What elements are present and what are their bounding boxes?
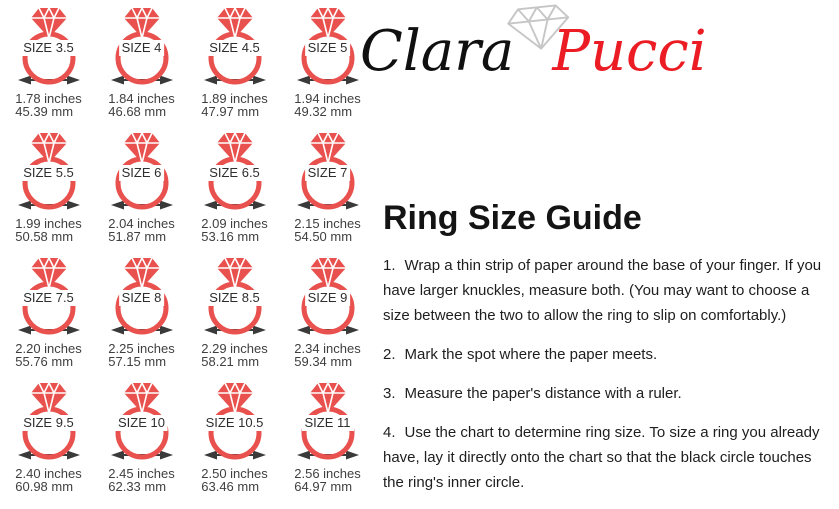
ring-diameter-mm: 54.50 mm [294, 228, 353, 244]
ring-illustration [203, 132, 267, 210]
instruction-text: Measure the paper's distance with a ruler. [404, 385, 682, 402]
ring-illustration [203, 257, 267, 335]
ring-diameter-inches: 2.25 inches [108, 341, 175, 356]
instruction-text: Mark the spot where the paper meets. [404, 346, 658, 363]
ring-size-label: SIZE 10.5 [203, 415, 267, 431]
instruction-number: 1. [383, 257, 396, 274]
ring-illustration [203, 382, 267, 460]
ring-diameter-mm: 49.32 mm [294, 103, 353, 119]
brand-name-pucci: Pucci [552, 19, 707, 84]
ring-diameter-mm: 58.21 mm [201, 353, 260, 369]
ring-measurements [294, 343, 361, 368]
ring-diameter-mm: 57.15 mm [108, 353, 167, 369]
ring-size-label: SIZE 8 [119, 290, 165, 306]
ring-size-label: SIZE 10 [115, 415, 168, 431]
ring-illustration [17, 257, 81, 335]
instruction-item [383, 381, 835, 406]
ring-illustration [296, 382, 360, 460]
ring-diameter-inches: 1.78 inches [15, 91, 82, 106]
ring-size-cell [188, 3, 281, 128]
ring-diameter-mm: 45.39 mm [15, 103, 74, 119]
instruction-number: 3. [383, 385, 396, 402]
ring-size-label: SIZE 9.5 [20, 415, 77, 431]
ring-diameter-inches: 2.20 inches [15, 341, 82, 356]
ring-size-label: SIZE 8.5 [206, 290, 263, 306]
ring-diameter-inches: 2.34 inches [294, 341, 361, 356]
ring-size-label: SIZE 6 [119, 165, 165, 181]
ring-measurements [15, 468, 82, 493]
ring-size-cell [281, 128, 374, 253]
instruction-number: 4. [383, 424, 396, 441]
ring-illustration [17, 7, 81, 85]
ring-size-label: SIZE 6.5 [206, 165, 263, 181]
ring-diameter-inches: 2.29 inches [201, 341, 268, 356]
ring-size-label: SIZE 7.5 [20, 290, 77, 306]
ring-measurements [108, 343, 175, 368]
ring-illustration [296, 7, 360, 85]
ring-diameter-inches: 2.09 inches [201, 216, 268, 231]
ring-size-label: SIZE 5.5 [20, 165, 77, 181]
ring-diameter-inches: 2.40 inches [15, 466, 82, 481]
ring-size-label: SIZE 11 [301, 415, 353, 431]
ring-diameter-mm: 59.34 mm [294, 353, 353, 369]
ring-size-cell [95, 253, 188, 378]
ring-size-cell [2, 3, 95, 128]
ring-measurements [108, 218, 175, 243]
ring-diameter-mm: 63.46 mm [201, 478, 260, 494]
ring-size-cell [95, 128, 188, 253]
instruction-item [383, 253, 835, 328]
ring-diameter-mm: 62.33 mm [108, 478, 167, 494]
ring-size-cell [95, 378, 188, 503]
ring-measurements [294, 468, 361, 493]
ring-illustration [110, 257, 174, 335]
ring-illustration [110, 7, 174, 85]
ring-measurements [15, 93, 82, 118]
instruction-text: Use the chart to determine ring size. To size a ring you already have, lay it directly onto the chart so that the black circle touches the ring's inner circle. [383, 424, 820, 491]
ring-illustration [110, 132, 174, 210]
instruction-item [383, 420, 835, 495]
ring-diameter-mm: 47.97 mm [201, 103, 260, 119]
guide-title: Ring Size Guide [383, 199, 642, 237]
ring-illustration [17, 382, 81, 460]
ring-diameter-inches: 1.89 inches [201, 91, 268, 106]
ring-measurements [201, 343, 268, 368]
ring-diameter-inches: 2.56 inches [294, 466, 361, 481]
ring-measurements [201, 93, 268, 118]
ring-measurements [294, 218, 361, 243]
ring-size-label: SIZE 3.5 [20, 40, 77, 56]
ring-measurements [201, 218, 268, 243]
ring-size-cell [2, 128, 95, 253]
ring-size-chart [2, 3, 374, 503]
ring-measurements [201, 468, 268, 493]
ring-illustration [17, 132, 81, 210]
ring-measurements [15, 218, 82, 243]
ring-size-cell [281, 253, 374, 378]
ring-diameter-mm: 46.68 mm [108, 103, 167, 119]
ring-diameter-inches: 1.84 inches [108, 91, 175, 106]
ring-diameter-mm: 64.97 mm [294, 478, 353, 494]
ring-diameter-inches: 1.94 inches [294, 91, 361, 106]
ring-diameter-inches: 2.15 inches [294, 216, 361, 231]
ring-illustration [296, 132, 360, 210]
brand-logo [360, 8, 834, 104]
instructions-list [383, 253, 835, 495]
ring-size-cell [188, 378, 281, 503]
ring-size-label: SIZE 5 [305, 40, 351, 56]
guide-section [383, 198, 835, 509]
diamond-logo-icon [504, 1, 575, 56]
ring-size-cell [95, 3, 188, 128]
ring-diameter-inches: 2.50 inches [201, 466, 268, 481]
ring-illustration [296, 257, 360, 335]
ring-diameter-inches: 2.04 inches [108, 216, 175, 231]
ring-diameter-inches: 1.99 inches [15, 216, 82, 231]
ring-size-label: SIZE 9 [305, 290, 351, 306]
instruction-number: 2. [383, 346, 396, 363]
ring-size-cell [188, 253, 281, 378]
ring-diameter-mm: 50.58 mm [15, 228, 74, 244]
ring-size-label: SIZE 4.5 [206, 40, 263, 56]
ring-diameter-mm: 53.16 mm [201, 228, 260, 244]
ring-diameter-mm: 51.87 mm [108, 228, 167, 244]
brand-name-clara: Clara [360, 19, 515, 84]
ring-measurements [15, 343, 82, 368]
ring-size-label: SIZE 4 [119, 40, 165, 56]
ring-diameter-inches: 2.45 inches [108, 466, 175, 481]
ring-measurements [108, 468, 175, 493]
ring-size-cell [281, 378, 374, 503]
ring-size-cell [2, 378, 95, 503]
instruction-text: Wrap a thin strip of paper around the base of your finger. If you have larger knuckles, measure both. (You may want to choose a size between the two to allow the ring to slip on comfortably.) [383, 257, 822, 324]
instruction-item [383, 342, 835, 367]
ring-size-label: SIZE 7 [305, 165, 351, 181]
ring-size-cell [2, 253, 95, 378]
ring-size-cell [188, 128, 281, 253]
ring-diameter-mm: 55.76 mm [15, 353, 74, 369]
ring-illustration [203, 7, 267, 85]
ring-diameter-mm: 60.98 mm [15, 478, 74, 494]
ring-illustration [110, 382, 174, 460]
ring-measurements [294, 93, 361, 118]
ring-measurements [108, 93, 175, 118]
